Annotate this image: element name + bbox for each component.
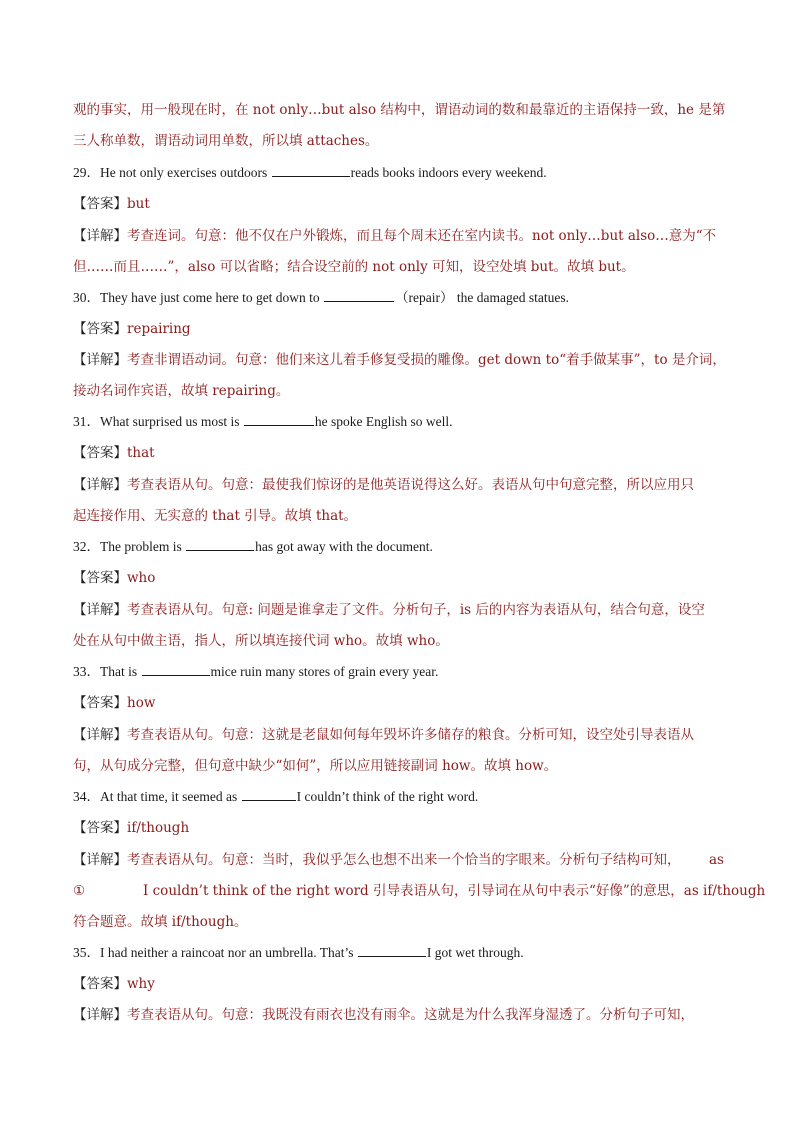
answer-value: if/though — [127, 820, 190, 836]
answer-value: but — [127, 196, 150, 212]
question-34 — [73, 788, 733, 806]
explanation-text: as — [709, 852, 724, 868]
circled-number: ① — [73, 883, 86, 899]
question-29 — [73, 164, 733, 182]
answer-tag: 【答案】 — [73, 445, 127, 461]
answer-value: how — [127, 695, 156, 711]
answer-blank — [358, 944, 426, 957]
answer-tag: 【答案】 — [73, 820, 127, 836]
explanation-line: 三人称单数，谓语动词用单数，所以填 attaches。 — [73, 133, 379, 149]
answer-row-29 — [73, 195, 733, 213]
explanation-31 — [73, 476, 733, 494]
explanation-29 — [73, 227, 733, 245]
question-31 — [73, 413, 733, 431]
explanation-tag: 【详解】 — [73, 727, 127, 743]
question-text: At that time, it seemed as — [100, 789, 241, 804]
question-text: I got wet through. — [426, 945, 524, 960]
explanation-line: 起连接作用、无实意的 that 引导。故填 that。 — [73, 508, 358, 524]
answer-blank — [272, 164, 350, 177]
question-number: 30． — [73, 290, 100, 305]
explanation-tag: 【详解】 — [73, 477, 127, 493]
answer-row-35 — [73, 975, 733, 993]
question-text: （repair） the damaged statues. — [395, 290, 570, 305]
question-text: They have just come here to get down to — [100, 290, 324, 305]
question-text: he spoke English so well. — [314, 414, 453, 429]
answer-tag: 【答案】 — [73, 196, 127, 212]
explanation-32 — [73, 601, 733, 619]
question-text: The problem is — [100, 539, 186, 554]
explanation-text: 考查表语从句。句意：最使我们惊讶的是他英语说得这么好。表语从句中句意完整，所以应用只 — [127, 477, 694, 493]
question-number: 33． — [73, 664, 100, 679]
explanation-tag: 【详解】 — [73, 602, 127, 618]
question-number: 29． — [73, 165, 100, 180]
answer-row-31 — [73, 444, 733, 462]
explanation-tag: 【详解】 — [73, 352, 127, 368]
answer-blank — [242, 788, 296, 801]
question-number: 34． — [73, 789, 100, 804]
question-32 — [73, 538, 733, 556]
answer-row-32 — [73, 569, 733, 587]
answer-row-30 — [73, 320, 733, 338]
explanation-line: 但……而且……”，also 可以省略；结合设空前的 not only 可知，设空处填 but。故填 but。 — [73, 259, 635, 275]
explanation-33 — [73, 726, 733, 744]
answer-row-34 — [73, 819, 733, 837]
explanation-text: 考查表语从句。句意：当时，我似乎怎么也想不出来一个恰当的字眼来。分析句子结构可知， — [127, 852, 681, 868]
explanation-line: 处在从句中做主语，指人，所以填连接代词 who。故填 who。 — [73, 633, 449, 649]
explanation-line: 句，从句成分完整，但句意中缺少“如何”，所以应用链接副词 how。故填 how。 — [73, 758, 558, 774]
question-text: He not only exercises outdoors — [100, 165, 271, 180]
question-text: has got away with the document. — [255, 539, 433, 554]
question-35 — [73, 944, 733, 962]
question-number: 32． — [73, 539, 100, 554]
explanation-text: 考查表语从句。句意：我既没有雨衣也没有雨伞。这就是为什么我浑身湿透了。分析句子可知， — [127, 1007, 694, 1023]
answer-value: who — [127, 570, 156, 586]
question-number: 31． — [73, 414, 100, 429]
answer-tag: 【答案】 — [73, 976, 127, 992]
answer-value: that — [127, 445, 155, 461]
explanation-text: I couldn’t think of the right word 引导表语从句，引导词在从句中表示“好像”的意思，as if/though — [143, 883, 766, 899]
explanation-line: 观的事实，用一般现在时，在 not only…but also 结构中，谓语动词的数和最靠近的主语保持一致，he 是第 — [73, 102, 726, 118]
explanation-34-line2 — [73, 882, 766, 900]
explanation-35 — [73, 1006, 733, 1024]
answer-tag: 【答案】 — [73, 695, 127, 711]
explanation-text: 考查非谓语动词。句意：他们来这儿着手修复受损的雕像。get down to“着手做某事”，to 是介词， — [127, 352, 726, 368]
explanation-30 — [73, 351, 733, 369]
answer-blank — [244, 413, 314, 426]
explanation-text: 考查表语从句。句意: 问题是谁拿走了文件。分析句子，is 后的内容为表语从句，结合句意，设空 — [127, 602, 705, 618]
answer-tag: 【答案】 — [73, 570, 127, 586]
explanation-line: 接动名词作宾语，故填 repairing。 — [73, 383, 290, 399]
answer-blank — [186, 538, 254, 551]
explanation-tag: 【详解】 — [73, 228, 127, 244]
explanation-line: 符合题意。故填 if/though。 — [73, 914, 248, 930]
answer-blank — [142, 663, 210, 676]
explanation-text: 考查连词。句意：他不仅在户外锻炼，而且每个周末还在室内读书。not only…but also…意为“不 — [127, 228, 717, 244]
question-text: What surprised us most is — [100, 414, 243, 429]
answer-value: repairing — [127, 321, 191, 337]
question-text: I had neither a raincoat nor an umbrella. That’s — [100, 945, 357, 960]
explanation-tag: 【详解】 — [73, 852, 127, 868]
question-text: reads books indoors every weekend. — [350, 165, 547, 180]
answer-row-33 — [73, 694, 733, 712]
question-text: That is — [100, 664, 141, 679]
explanation-text: 考查表语从句。句意：这就是老鼠如何每年毁坏许多储存的粮食。分析可知，设空处引导表语从 — [127, 727, 694, 743]
explanation-tag: 【详解】 — [73, 1007, 127, 1023]
question-text: I couldn’t think of the right word. — [296, 789, 479, 804]
answer-value: why — [127, 976, 155, 992]
question-30 — [73, 289, 733, 307]
answer-blank — [324, 289, 394, 302]
question-text: mice ruin many stores of grain every year. — [210, 664, 439, 679]
question-number: 35． — [73, 945, 100, 960]
answer-tag: 【答案】 — [73, 321, 127, 337]
explanation-34 — [73, 851, 733, 869]
question-33 — [73, 663, 733, 681]
